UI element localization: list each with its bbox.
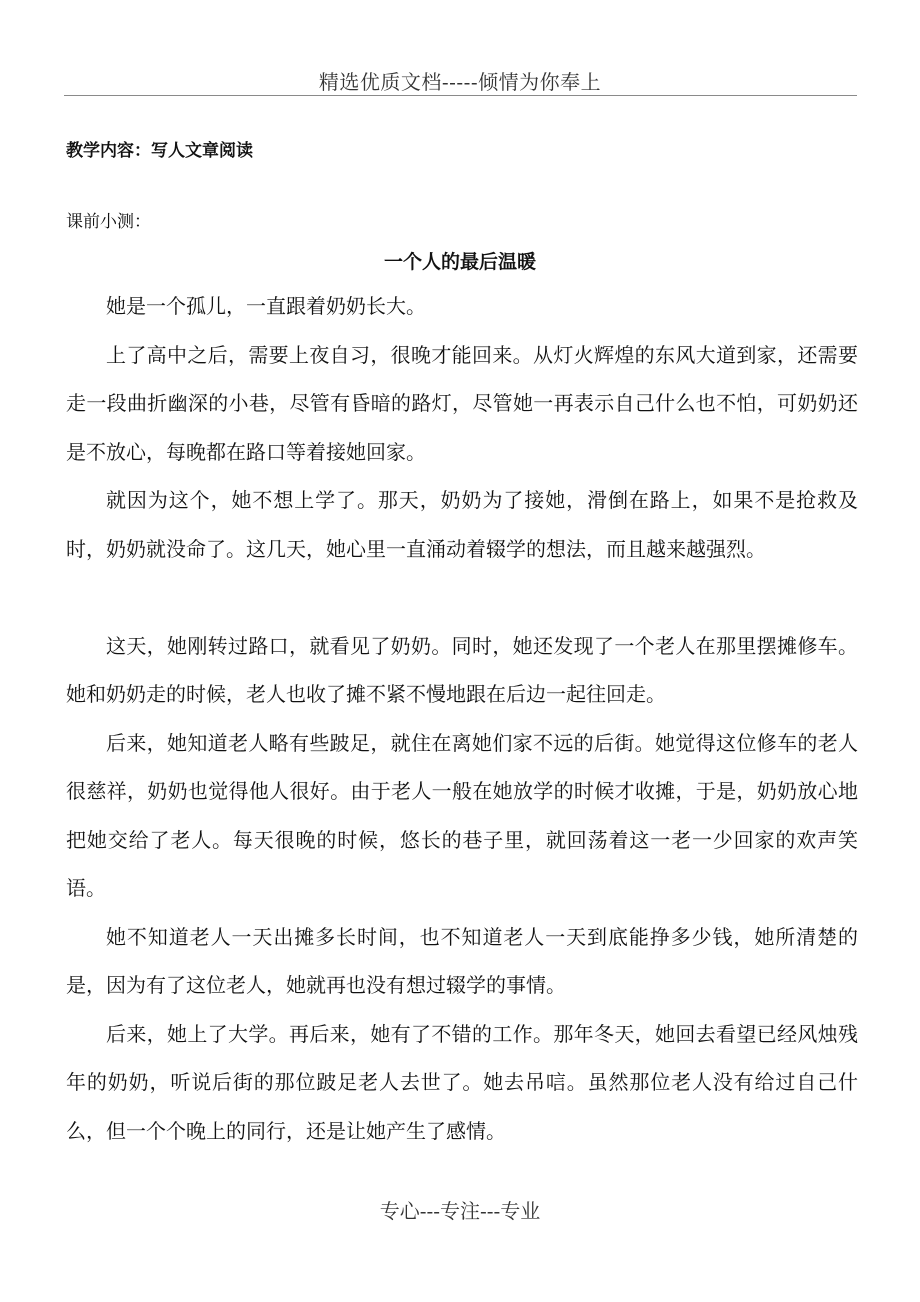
page-footer: 专心---专注---专业 [379,1199,541,1223]
pre-class-quiz-label: 课前小测： [66,212,151,232]
article-paragraph: 上了高中之后，需要上夜自习，很晚才能回来。从灯火辉煌的东风大道到家，还需要走一段曲折幽深的小巷，尽管有昏暗的路灯，尽管她一再表示自己什么也不怕，可奶奶还是不放心，每晚都在路口等着接她回家。 [66,342,858,464]
article-paragraph: 她是一个孤儿，一直跟着奶奶长大。 [106,294,426,318]
teaching-content-label: 教学内容：写人文章阅读 [66,141,253,161]
article-paragraph: 这天，她刚转过路口，就看见了奶奶。同时，她还发现了一个老人在那里摆摊修车。她和奶奶走的时候，老人也收了摊不紧不慢地跟在后边一起往回走。 [66,633,858,706]
article-paragraph: 后来，她知道老人略有些跛足，就住在离她们家不远的后街。她觉得这位修车的老人很慈祥，奶奶也觉得他人很好。由于老人一般在她放学的时候才收摊，于是，奶奶放心地把她交给了老人。每天很晚的时候，悠长的巷子里，就回荡着这一老一少回家的欢声笑语。 [66,730,858,900]
article-body [66,282,858,1155]
header-divider [64,95,857,96]
article-title: 一个人的最后温暖 [383,251,536,273]
article-paragraph: 就因为这个，她不想上学了。那天，奶奶为了接她，滑倒在路上，如果不是抢救及时，奶奶就没命了。这几天，她心里一直涌动着辍学的想法，而且越来越强烈。 [66,488,858,561]
page-header: 精选优质文档-----倾情为你奉上 [318,70,602,94]
article-paragraph: 后来，她上了大学。再后来，她有了不错的工作。那年冬天，她回去看望已经风烛残年的奶奶，听说后街的那位跛足老人去世了。她去吊唁。虽然那位老人没有给过自己什么，但一个个晚上的同行，还是让她产生了感情。 [66,1021,858,1143]
article-paragraph: 她不知道老人一天出摊多长时间，也不知道老人一天到底能挣多少钱，她所清楚的是，因为有了这位老人，她就再也没有想过辍学的事情。 [66,924,858,997]
